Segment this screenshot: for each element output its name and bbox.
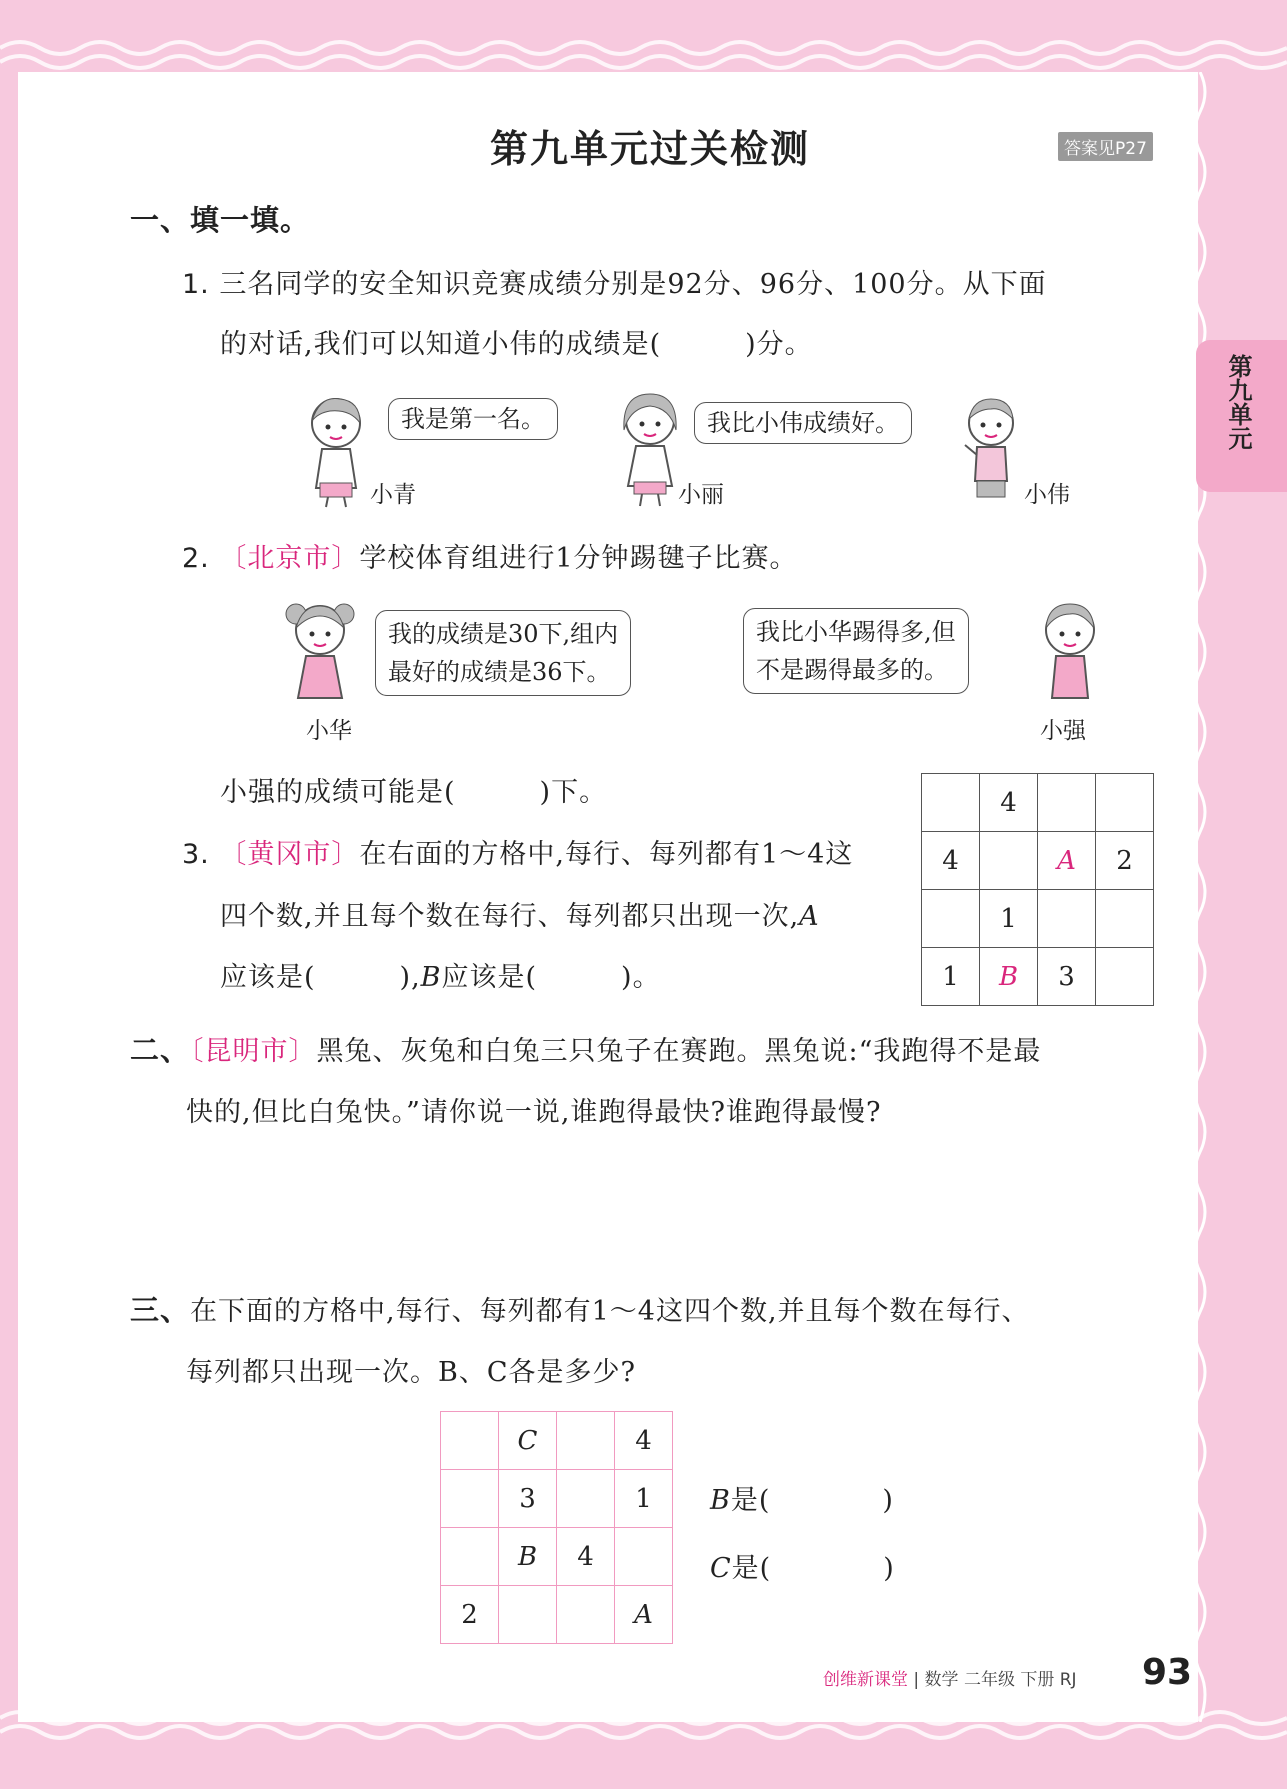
q2-name-b: 小强 [1040,718,1086,744]
section2-line1 [130,1028,1041,1069]
q1-name-b: 小丽 [678,482,724,508]
grid-cell [615,1528,673,1586]
page-title: 第九单元过关检测 [489,127,810,171]
q2-line [182,536,798,575]
q3-text2: 四个数,并且每个数在每行、每列都只出现一次, [220,901,800,932]
grid-cell [499,1586,557,1644]
section2-line2: 快的,但比白兔快。”请你说一说,谁跑得最快?谁跑得最慢? [186,1097,882,1128]
grid-row [441,1470,673,1528]
q1-text1: 三名同学的安全知识竞赛成绩分别是92分、96分、100分。从下面 [219,269,1047,300]
q1-line1 [182,262,1047,301]
grid-row [922,832,1154,890]
answer-b-var: B [710,1485,731,1516]
q3-grid [921,773,1154,1006]
q3-text3a: 应该是( ), [220,962,421,993]
section2-tag: 〔昆明市〕 [190,1036,317,1067]
q2-bubble-b-line2: 不是踢得最多的。 [756,656,948,684]
q1-line2: 的对话,我们可以知道小伟的成绩是( )分。 [220,329,813,360]
grid-cell-b: B [980,948,1038,1006]
grid-row [441,1412,673,1470]
right-wave-edge [1192,72,1222,1722]
q1-number: 1. [182,269,210,300]
girl-xiaoli-icon [614,390,686,508]
boy-xiaoqiang-icon [1032,598,1106,710]
q1-bubble-b: 我比小伟成绩好。 [694,402,912,444]
q3-line1 [182,832,853,871]
girl-xiaohua-icon [278,598,362,710]
grid-cell-a: A [615,1586,673,1644]
section2-text1: 黑兔、灰兔和白兔三只兔子在赛跑。黑兔说:“我跑得不是最 [316,1036,1042,1067]
q2-tag: 〔北京市〕 [219,543,360,574]
grid-cell [922,774,980,832]
grid-cell: 4 [615,1412,673,1470]
grid-cell-b: B [499,1528,557,1586]
q2-bubble-a [375,610,631,696]
grid-cell: 4 [557,1528,615,1586]
q1-name-a: 小青 [370,482,416,508]
grid-row [922,890,1154,948]
grid-row [922,948,1154,1006]
grid-cell [557,1470,615,1528]
answer-b-blank: 是( ) [730,1485,894,1516]
grid-cell [1096,890,1154,948]
q2-bubble-a-line1: 我的成绩是30下,组内 [388,620,619,648]
side-tab [1196,340,1287,492]
answer-c-var: C [710,1553,732,1584]
q2-bubble-b-line1: 我比小华踢得多,但 [756,618,956,646]
q3-var-b: B [420,962,442,993]
grid-cell: 4 [980,774,1038,832]
girl-xiaoqing-icon [300,393,370,508]
answer-reference-badge: 答案见P27 [1058,132,1153,161]
grid-cell [441,1528,499,1586]
q3-var-a: A [799,901,820,932]
page-number: 93 [1142,1652,1193,1693]
section1-heading: 一、填一填。 [130,203,311,237]
side-tab-label: 第九单元 [1224,354,1252,450]
footer [823,1665,1077,1690]
grid-cell: 2 [1096,832,1154,890]
grid-cell [980,832,1038,890]
q3-text1: 在右面的方格中,每行、每列都有1～4这 [359,839,854,870]
grid-cell [441,1470,499,1528]
q3-text3b: 应该是( )。 [441,962,661,993]
grid-cell: 1 [615,1470,673,1528]
grid-cell [1096,948,1154,1006]
q3-line2 [220,894,820,933]
answer-c-line [710,1546,895,1585]
grid-cell [1038,774,1096,832]
footer-brand: 创维新课堂 [823,1670,908,1690]
q3-number: 3. [182,839,210,870]
grid-cell: 1 [980,890,1038,948]
grid-cell: 2 [441,1586,499,1644]
q3-line3 [220,955,661,994]
answer-c-blank: 是( ) [731,1553,895,1584]
grid-cell [1096,774,1154,832]
q3-tag: 〔黄冈市〕 [219,839,360,870]
q1-name-c: 小伟 [1024,482,1070,508]
section3-line1 [130,1288,1030,1329]
section3-heading: 三、 [130,1293,191,1327]
section3-line2: 每列都只出现一次。B、C各是多少? [186,1357,636,1388]
q2-number: 2. [182,543,210,574]
q2-text: 学校体育组进行1分钟踢毽子比赛。 [359,543,798,574]
grid-cell: 4 [922,832,980,890]
section3-grid [440,1411,673,1644]
section3-text1: 在下面的方格中,每行、每列都有1～4这四个数,并且每个数在每行、 [190,1296,1030,1327]
grid-cell-c: C [499,1412,557,1470]
grid-cell [922,890,980,948]
q2-name-a: 小华 [306,718,352,744]
grid-row [441,1528,673,1586]
q2-bubble-a-line2: 最好的成绩是36下。 [388,658,611,686]
q1-bubble-a: 我是第一名。 [388,398,558,440]
grid-cell: 3 [499,1470,557,1528]
grid-cell: 1 [922,948,980,1006]
boy-xiaowei-icon [955,393,1025,508]
grid-row [922,774,1154,832]
grid-cell [441,1412,499,1470]
answer-b-line [710,1478,894,1517]
grid-cell-a: A [1038,832,1096,890]
grid-cell: 3 [1038,948,1096,1006]
grid-cell [1038,890,1096,948]
q2-answer-line: 小强的成绩可能是( )下。 [220,777,608,808]
q2-bubble-b [743,608,969,694]
grid-cell [557,1412,615,1470]
footer-info: | 数学 二年级 下册 RJ [913,1670,1077,1690]
grid-row [441,1586,673,1644]
grid-cell [557,1586,615,1644]
section2-heading: 二、 [130,1033,191,1067]
